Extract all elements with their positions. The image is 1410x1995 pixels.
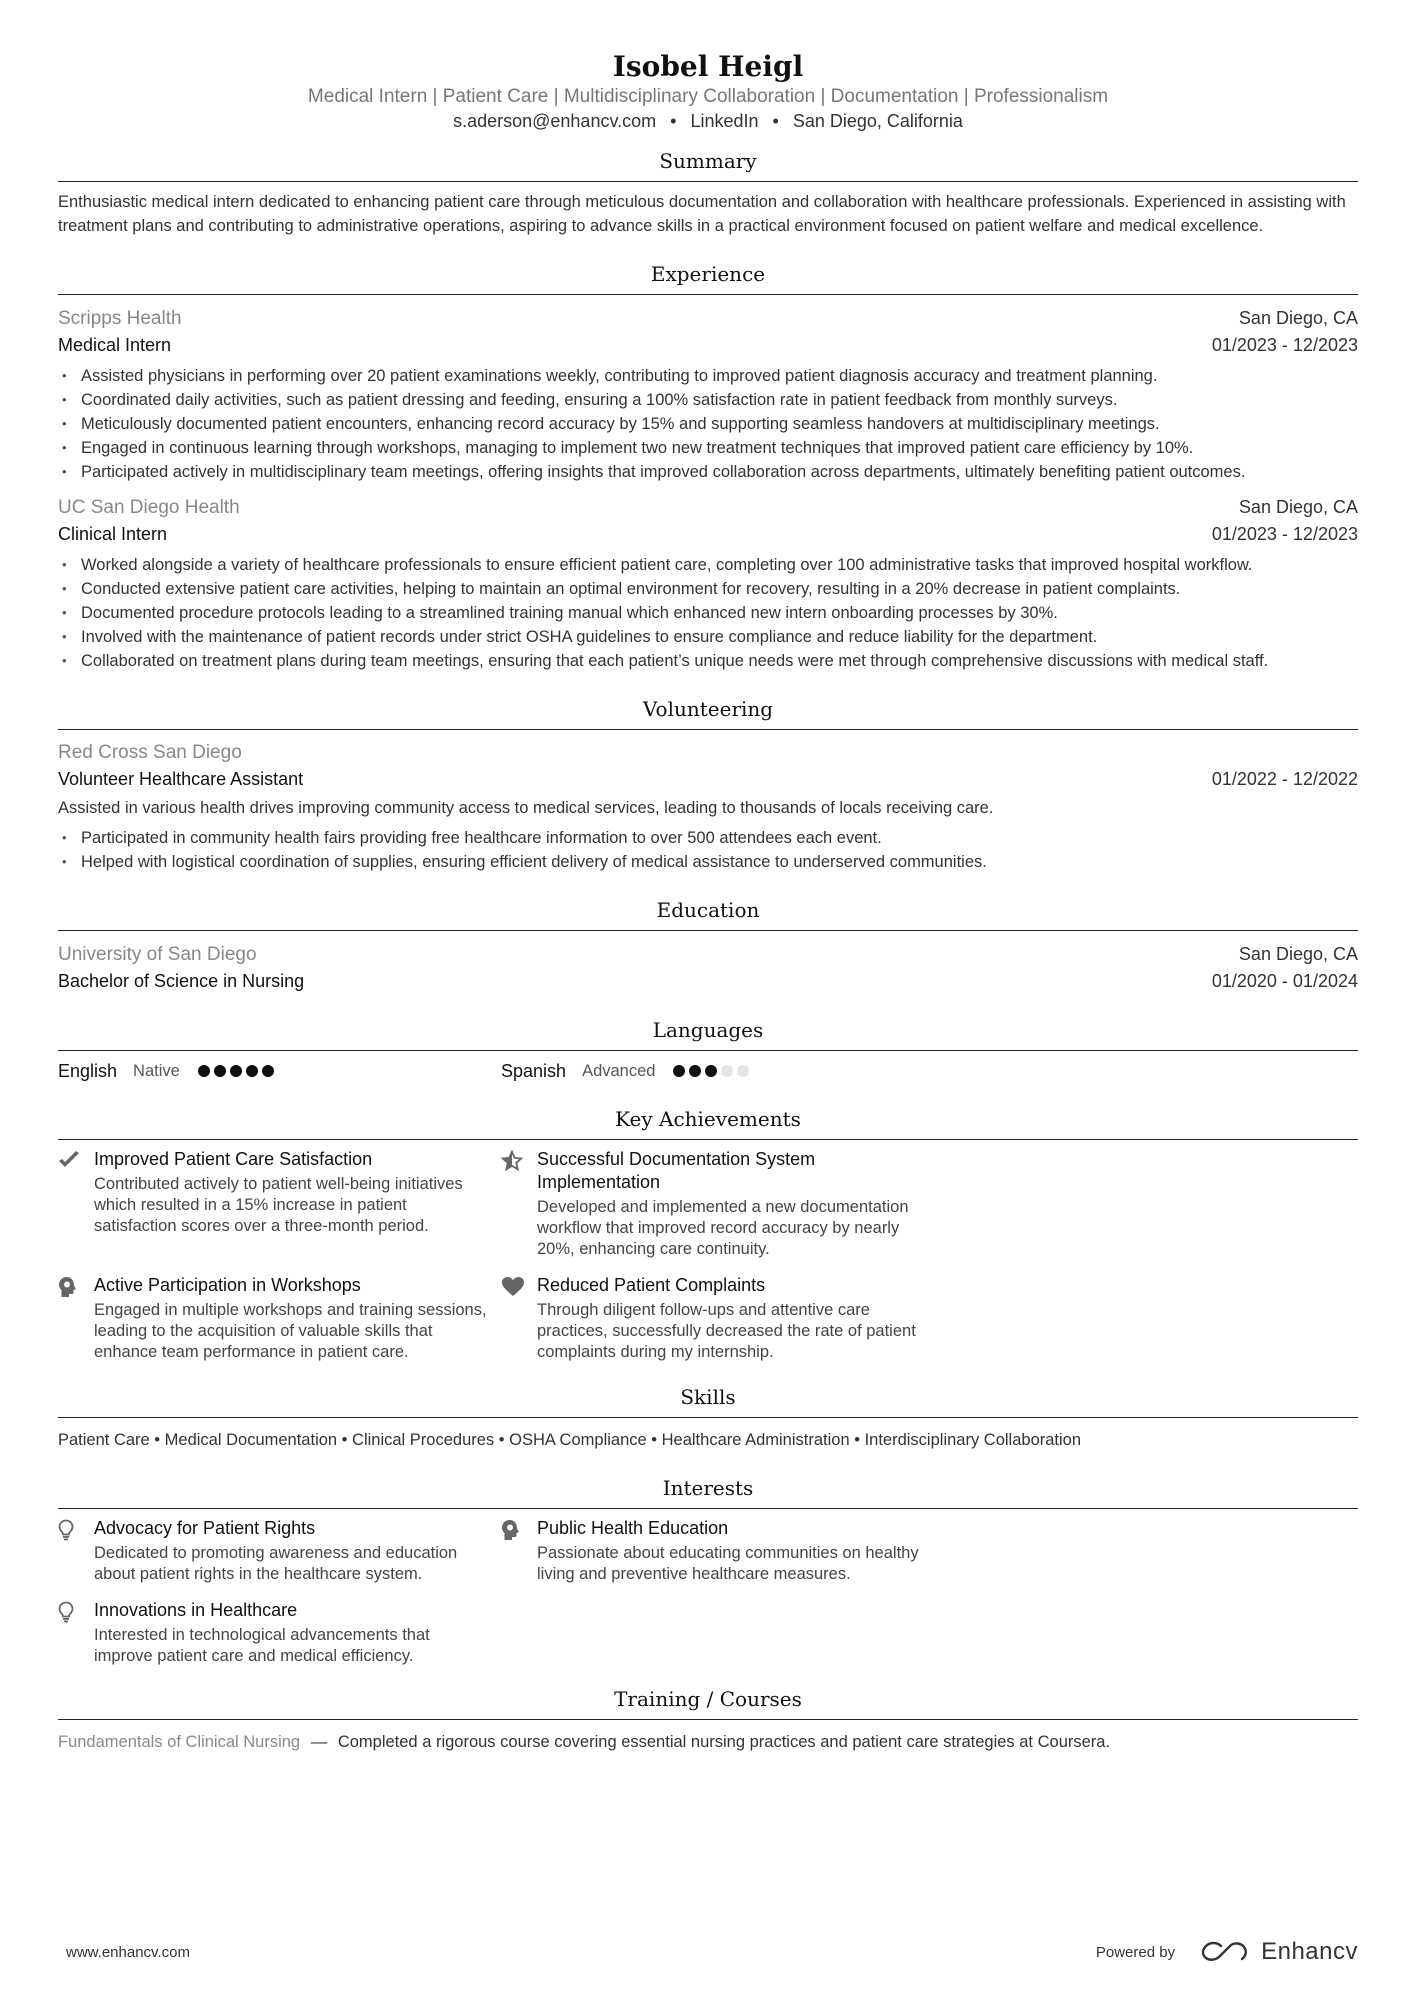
job-dates: 01/2023 - 12/2023: [1211, 335, 1358, 355]
section-title-skills: Skills: [58, 1385, 1358, 1418]
rating-dot-filled: [673, 1065, 685, 1077]
job-role: Clinical Intern: [58, 524, 168, 544]
lightbulb-icon: [58, 1601, 74, 1623]
rating-dot-filled: [230, 1065, 242, 1077]
interest-desc: Dedicated to promoting awareness and education about patient rights in the healthcare system.: [94, 1544, 458, 1583]
head-icon: [58, 1276, 78, 1298]
interest-title: Innovations in Healthcare: [94, 1600, 298, 1620]
company-name: UC San Diego Health: [58, 497, 240, 518]
summary-text: Enthusiastic medical intern dedicated to enhancing patient care through meticulous documentation and collaboration with healthcare professionals. Experienced in assisting with treatment plans and contributing to administrative operations, aspiring to advance skills in a practical environment focused on patient welfare and medical excellence.: [58, 193, 1346, 235]
language-name: English: [58, 1060, 118, 1081]
bullet-item: • Documented procedure protocols leading to a streamlined training manual which enhanced new intern onboarding processes by 30%.: [58, 601, 1358, 625]
job-entry: [58, 494, 1358, 673]
section-title-training: Training / Courses: [58, 1687, 1358, 1720]
section-title-languages: Languages: [58, 1018, 1358, 1051]
job-entry: [58, 305, 1358, 484]
rating-dot-filled: [214, 1065, 226, 1077]
achievement-item: [501, 1148, 944, 1260]
bullet-item: • Participated in community health fairs providing free healthcare information to over 500 attendees each event.: [58, 826, 1358, 850]
job-bullets: [58, 364, 1358, 484]
degree: Bachelor of Science in Nursing: [58, 971, 305, 991]
bullet-item: • Participated actively in multidisciplinary team meetings, offering insights that improved collaboration across departments, ultimately benefiting patient outcomes.: [58, 460, 1358, 484]
resume-page: [58, 0, 1358, 1995]
rating-dot-filled: [689, 1065, 701, 1077]
education-entry: [58, 941, 1358, 994]
bullet-item: • Helped with logistical coordination of supplies, ensuring efficient delivery of medical assistance to underserved communities.: [58, 850, 1358, 874]
achievement-item: [58, 1148, 501, 1260]
achievement-title: Improved Patient Care Satisfaction: [94, 1149, 373, 1169]
language-level: Native: [133, 1061, 180, 1080]
enhancv-logo-icon: [1201, 1940, 1249, 1964]
course-desc: Completed a rigorous course covering essential nursing practices and patient care strategies at Coursera.: [337, 1733, 1111, 1751]
company-name: Scripps Health: [58, 308, 182, 329]
interest-title: Public Health Education: [537, 1518, 729, 1538]
achievement-title: Successful Documentation System Implementation: [537, 1149, 816, 1192]
linkedin-link[interactable]: LinkedIn: [690, 111, 759, 131]
achievements-grid: [58, 1148, 1358, 1377]
email-link[interactable]: s.aderson@enhancv.com: [453, 111, 657, 131]
achievement-item: [501, 1274, 944, 1363]
rating-dot-empty: [737, 1065, 749, 1077]
check-icon: [58, 1150, 80, 1170]
interest-item: [501, 1517, 944, 1585]
volunteer-org: Red Cross San Diego: [58, 742, 242, 763]
volunteer-bullets: [58, 826, 1358, 874]
course-name: Fundamentals of Clinical Nursing: [58, 1733, 301, 1751]
contact-line: s.aderson@enhancv.com • LinkedIn • San Diego, California: [453, 111, 963, 131]
interests-grid: [58, 1517, 1358, 1681]
language-name: Spanish: [501, 1060, 567, 1081]
enhancv-brand: Enhancv: [1261, 1938, 1358, 1965]
achievement-title: Reduced Patient Complaints: [537, 1275, 766, 1295]
volunteer-role: Volunteer Healthcare Assistant: [58, 769, 304, 789]
job-location: San Diego, CA: [1238, 308, 1358, 328]
volunteer-dates: 01/2022 - 12/2022: [1211, 769, 1358, 789]
rating-dot-filled: [246, 1065, 258, 1077]
volunteer-summary: Assisted in various health drives improving community access to medical services, leading to thousands of locals receiving care.: [58, 799, 994, 817]
candidate-name: Isobel Heigl: [612, 50, 804, 83]
section-title-volunteering: Volunteering: [58, 697, 1358, 730]
bullet-item: • Involved with the maintenance of patient records under strict OSHA guidelines to ensure compliance and reduce liability for the department.: [58, 625, 1358, 649]
star-icon: [501, 1150, 523, 1172]
page-footer: [66, 1938, 1358, 1966]
achievement-item: [58, 1274, 501, 1363]
powered-by: [1096, 1938, 1358, 1966]
skills-list: Patient Care • Medical Documentation • Clinical Procedures • OSHA Compliance • Healthcare Administration • Interdisciplinary Collaboration: [58, 1431, 1082, 1449]
lightbulb-icon: [58, 1519, 74, 1541]
section-title-experience: Experience: [58, 262, 1358, 295]
bullet-item: • Worked alongside a variety of healthcare professionals to ensure efficient patient care, completing over 100 administrative tasks that improved hospital workflow.: [58, 553, 1358, 577]
section-title-summary: Summary: [58, 149, 1358, 182]
language-item: [58, 1061, 501, 1082]
rating-dot-filled: [262, 1065, 274, 1077]
achievement-desc: Contributed actively to patient well-being initiatives which resulted in a 15% increase in patient satisfaction scores over a three-month period.: [94, 1175, 463, 1235]
rating-dot-empty: [721, 1065, 733, 1077]
achievement-desc: Engaged in multiple workshops and training sessions, leading to the acquisition of valuable skills that enhance team performance in patient care.: [94, 1301, 487, 1361]
course-separator: —: [310, 1733, 328, 1751]
bullet-item: • Conducted extensive patient care activities, helping to maintain an optimal environment for recovery, resulting in a 20% decrease in patient complaints.: [58, 577, 1358, 601]
language-level: Advanced: [582, 1061, 656, 1080]
resume-header: [58, 0, 1358, 133]
rating-dot-filled: [705, 1065, 717, 1077]
job-bullets: [58, 553, 1358, 673]
section-title-achievements: Key Achievements: [58, 1107, 1358, 1140]
school-location: San Diego, CA: [1238, 944, 1358, 964]
interest-item: [58, 1517, 501, 1585]
job-location: San Diego, CA: [1238, 497, 1358, 517]
language-item: [501, 1061, 944, 1082]
heart-icon: [501, 1276, 525, 1297]
powered-by-label: Powered by: [1095, 1943, 1176, 1961]
interest-desc: Passionate about educating communities on healthy living and preventive healthcare measures.: [537, 1544, 919, 1583]
rating-dot-filled: [198, 1065, 210, 1077]
course-entry: [58, 1730, 1358, 1754]
volunteer-entry: [58, 740, 1358, 874]
location: San Diego, California: [792, 111, 963, 131]
interest-item: [58, 1599, 501, 1667]
bullet-item: • Coordinated daily activities, such as patient dressing and feeding, ensuring a 100% satisfaction rate in patient feedback from monthly surveys.: [58, 388, 1358, 412]
headline: Medical Intern | Patient Care | Multidisciplinary Collaboration | Documentation | Professionalism: [307, 86, 1109, 107]
section-title-education: Education: [58, 898, 1358, 931]
job-role: Medical Intern: [58, 335, 172, 355]
language-rating: [673, 1065, 749, 1077]
school-name: University of San Diego: [58, 944, 257, 965]
achievement-desc: Developed and implemented a new documentation workflow that improved record accuracy by nearly 20%, enhancing care continuity.: [537, 1198, 909, 1258]
bullet-item: • Meticulously documented patient encounters, enhancing record accuracy by 15% and supporting seamless handovers at multidisciplinary meetings.: [58, 412, 1358, 436]
website-link[interactable]: www.enhancv.com: [66, 1943, 190, 1961]
education-dates: 01/2020 - 01/2024: [1211, 971, 1358, 991]
job-dates: 01/2023 - 12/2023: [1211, 524, 1358, 544]
interest-title: Advocacy for Patient Rights: [94, 1518, 316, 1538]
bullet-item: • Assisted physicians in performing over 20 patient examinations weekly, contributing to improved patient diagnosis accuracy and treatment planning.: [58, 364, 1358, 388]
bullet-item: • Collaborated on treatment plans during team meetings, ensuring that each patient’s unique needs were met through comprehensive discussions with medical staff.: [58, 649, 1358, 673]
achievement-desc: Through diligent follow-ups and attentive care practices, successfully decreased the rate of patient complaints during my internship.: [537, 1301, 916, 1361]
achievement-title: Active Participation in Workshops: [94, 1275, 361, 1295]
section-title-interests: Interests: [58, 1476, 1358, 1509]
languages-list: [58, 1059, 1358, 1083]
interest-desc: Interested in technological advancements that improve patient care and medical efficiency.: [94, 1626, 430, 1665]
head-icon: [501, 1519, 521, 1541]
bullet-item: • Engaged in continuous learning through workshops, managing to implement two new treatment techniques that improved patient care efficiency by 10%.: [58, 436, 1358, 460]
language-rating: [198, 1065, 274, 1077]
